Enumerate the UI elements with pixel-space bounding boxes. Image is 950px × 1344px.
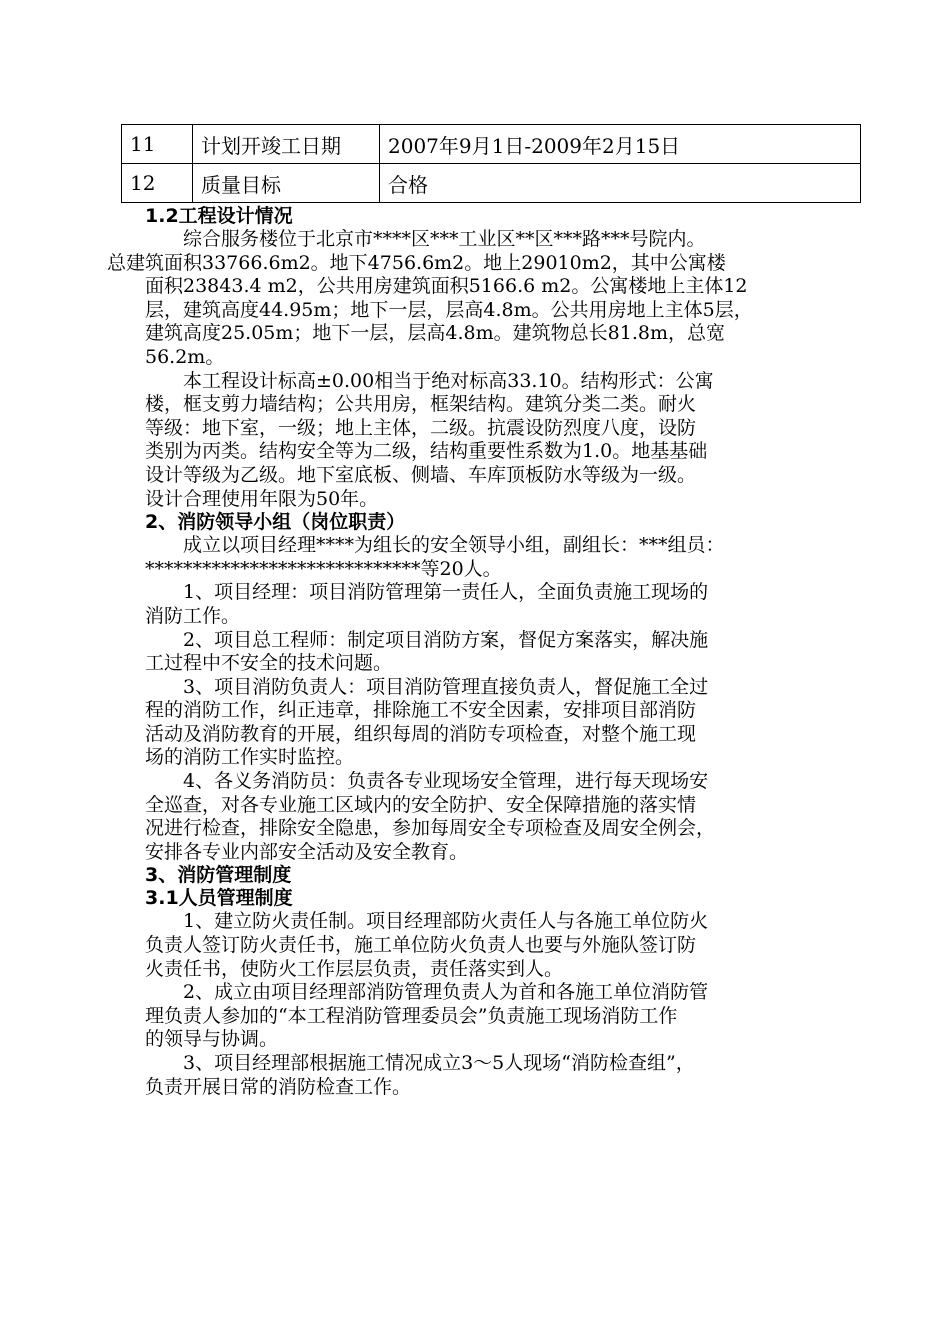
- section-heading-2: 2、消防领导小组（岗位职责）: [145, 511, 406, 534]
- text-line: 负责开展日常的消防检查工作。: [145, 1075, 412, 1098]
- regulation-item: [145, 981, 820, 1052]
- section-heading-1-2: 1.2工程设计情况: [145, 205, 293, 227]
- text-line: 1、建立防火责任制。项目经理部防火责任人与各施工单位防火: [183, 910, 709, 933]
- text-line: 火责任书，使防火工作层层负责，责任落实到人。: [145, 957, 564, 980]
- duty-item: [145, 581, 820, 628]
- text-line: 综合服务楼位于北京市****区***工业区**区***路***号院内。: [183, 228, 706, 250]
- text-line: 工过程中不安全的技术问题。: [145, 652, 393, 675]
- duty-item: [145, 676, 820, 770]
- text-line: 2、项目总工程师：制定项目消防方案，督促方案落实，解决施: [183, 628, 709, 651]
- text-line: 楼，框支剪力墙结构；公共用房，框架结构。建筑分类二类。耐火: [145, 393, 697, 416]
- row-value: 合格: [380, 164, 861, 203]
- text-line: 3、项目经理部根据施工情况成立3～5人现场“消防检查组”，: [183, 1052, 695, 1074]
- text-line: 负责人签订防火责任书，施工单位防火负责人也要与外施队签订防: [145, 934, 697, 957]
- text-line: 设计合理使用年限为50年。: [145, 487, 379, 510]
- section-heading-3: 3、消防管理制度: [145, 864, 292, 887]
- row-item: 计划开竣工日期: [193, 125, 380, 164]
- row-value: 2007年9月1日-2009年2月15日: [380, 125, 861, 164]
- text-line: 况进行检查，排除安全隐患，参加每周安全专项检查及周安全例会，: [145, 817, 716, 840]
- project-info-table: [121, 124, 861, 203]
- text-line: 程的消防工作，纠正违章，排除施工不安全因素，安排项目部消防: [145, 699, 697, 722]
- duty-item: [145, 770, 820, 864]
- text-line: 全巡查，对各专业施工区域内的安全防护、安全保障措施的落实情: [145, 793, 697, 816]
- table-row: [122, 164, 861, 203]
- text-line: 设计等级为乙级。地下室底板、侧墙、车库顶板防水等级为一级。: [145, 463, 697, 486]
- text-line: 成立以项目经理****为组长的安全领导小组，副组长：***组员：: [183, 534, 725, 557]
- text-line: 层，建筑高度44.95m；地下一层，层高4.8m。公共用房地上主体5层，: [145, 298, 753, 321]
- row-number: 11: [122, 125, 193, 164]
- document-body: [107, 205, 820, 1099]
- text-line: 56.2m。: [145, 345, 225, 368]
- text-line: 4、各义务消防员：负责各专业现场安全管理，进行每天现场安: [183, 770, 709, 793]
- regulation-item: [145, 910, 820, 981]
- table-row: [122, 125, 861, 164]
- text-line: 建筑高度25.05m；地下一层，层高4.8m。建筑物总长81.8m，总宽: [145, 322, 725, 345]
- text-line: 类别为丙类。结构安全等为二级，结构重要性系数为1.0。地基基础: [145, 440, 708, 463]
- section-heading-3-1: 3.1人员管理制度: [145, 887, 293, 910]
- row-number: 12: [122, 164, 193, 203]
- text-line: 活动及消防教育的开展，组织每周的消防专项检查，对整个施工现: [145, 722, 697, 745]
- text-line: 1、项目经理：项目消防管理第一责任人，全面负责施工现场的: [183, 581, 709, 604]
- text-line: 2、成立由项目经理部消防管理负责人为首和各施工单位消防管: [183, 981, 709, 1004]
- text-line: 安排各专业内部安全活动及安全教育。: [145, 840, 469, 863]
- text-line: 场的消防工作实时监控。: [145, 746, 355, 769]
- text-line: 3、项目消防负责人：项目消防管理直接负责人，督促施工全过: [183, 675, 709, 698]
- row-item: 质量目标: [193, 164, 380, 203]
- paragraph-design-parameters: [145, 370, 820, 512]
- regulation-item: [145, 1052, 820, 1099]
- text-line: 面积23843.4 m2，公共用房建筑面积5166.6 m2。公寓楼地上主体12: [145, 275, 748, 298]
- text-line: *****************************等20人。: [145, 557, 502, 580]
- text-line: 本工程设计标高±0.00相当于绝对标高33.10。结构形式：公寓: [183, 369, 714, 392]
- text-line: 消防工作。: [145, 604, 241, 627]
- text-line: 等级：地下室，一级；地上主体，二级。抗震设防烈度八度，设防: [145, 416, 697, 439]
- duty-item: [145, 629, 820, 676]
- text-line: 理负责人参加的“本工程消防管理委员会”负责施工现场消防工作: [145, 1004, 678, 1027]
- text-line: 总建筑面积33766.6m2。地下4756.6m2。地上29010m2，其中公寓楼: [107, 251, 726, 274]
- text-line: 的领导与协调。: [145, 1028, 279, 1051]
- paragraph-leadership-intro: [145, 534, 820, 581]
- paragraph-design-overview: [107, 228, 820, 370]
